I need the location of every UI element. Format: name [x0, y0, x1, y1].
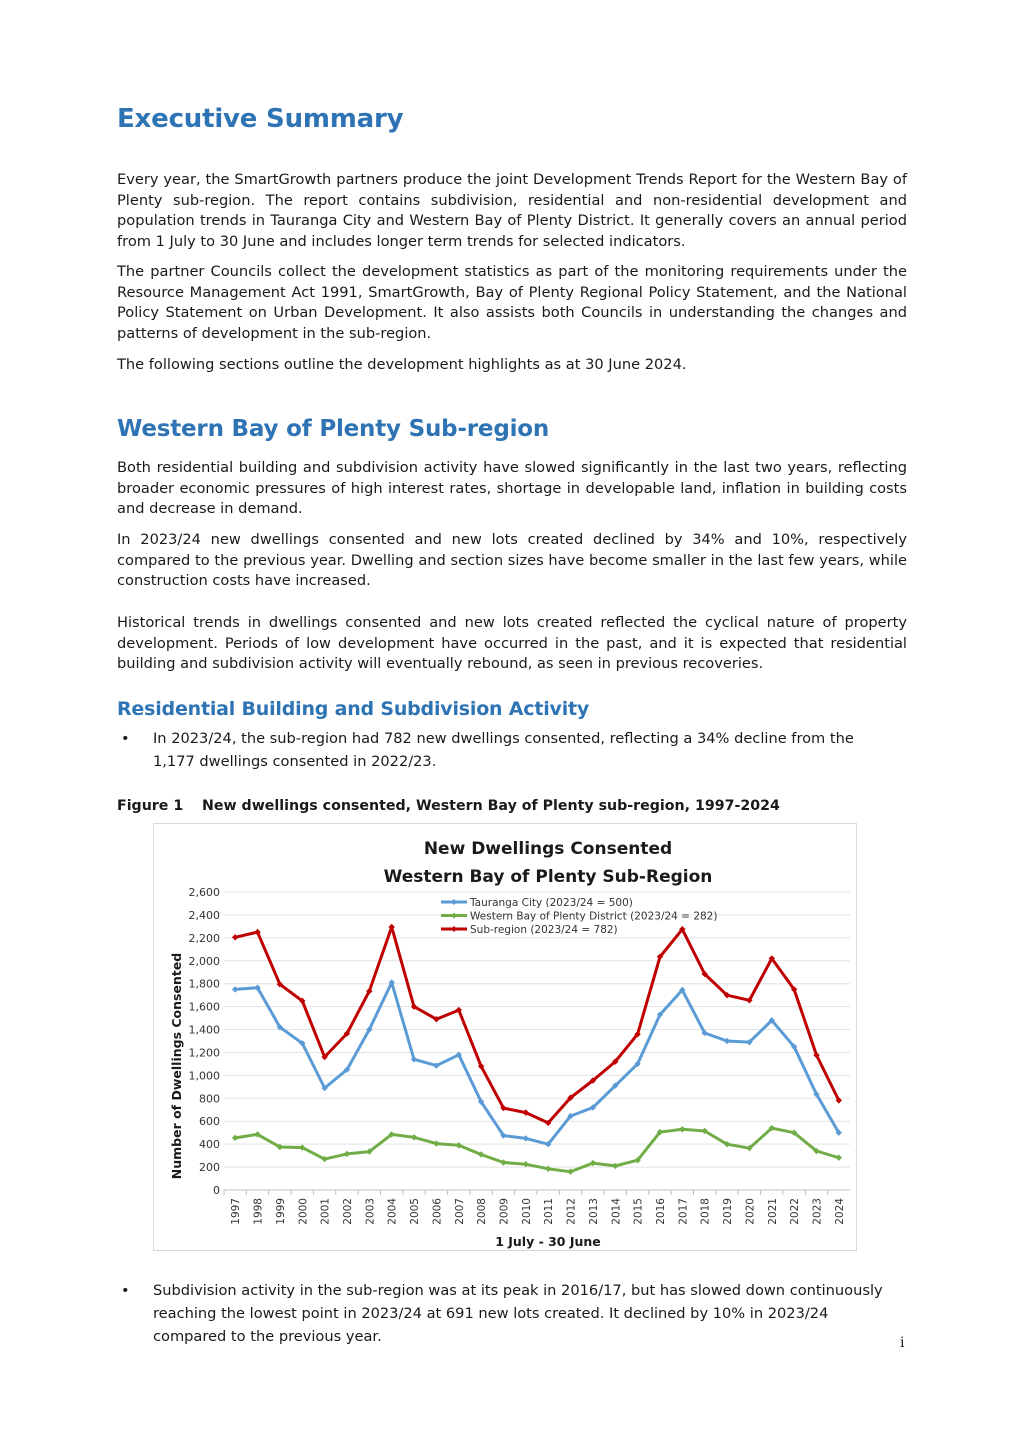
data-point [545, 1166, 551, 1172]
x-tick-label: 2006 [431, 1198, 444, 1225]
chart-title-line2: Western Bay of Plenty Sub-Region [383, 867, 713, 887]
x-tick-label: 2010 [520, 1198, 533, 1225]
y-tick-label: 1,400 [188, 1023, 220, 1037]
x-tick-label: 2003 [364, 1198, 377, 1225]
legend-label: Sub-region (2023/24 = 782) [470, 924, 618, 936]
y-tick-label: 1,800 [188, 977, 220, 991]
x-tick-label: 2002 [341, 1198, 354, 1225]
bullet-marker: • [121, 1282, 130, 1299]
y-tick-label: 1,600 [188, 1000, 220, 1014]
y-tick-label: 1,000 [188, 1069, 220, 1083]
bullet-subdivision [117, 1279, 887, 1348]
data-point [232, 934, 238, 940]
legend-marker [451, 913, 457, 919]
y-tick-label: 200 [199, 1161, 220, 1175]
paragraph-intro: Every year, the SmartGrowth partners produce the joint Development Trends Report for the Western Bay of Plenty sub-region. The report contains subdivision, residential and non-residential development and population trends in Tauranga City and Western Bay of Plenty District. It generally covers an annual period from 1 July to 30 June and includes longer term trends for selected indicators. [117, 171, 907, 250]
data-point [523, 1161, 529, 1167]
x-tick-label: 2000 [297, 1198, 310, 1225]
heading-executive-summary: Executive Summary [117, 104, 404, 134]
data-point [411, 1134, 417, 1140]
chart-legend [441, 897, 717, 936]
data-point [232, 1135, 238, 1141]
x-tick-label: 2020 [744, 1198, 757, 1225]
x-tick-label: 2001 [319, 1198, 332, 1225]
x-tick-label: 2014 [610, 1198, 623, 1225]
heading-residential-building: Residential Building and Subdivision Activity [117, 698, 590, 720]
y-tick-label: 0 [213, 1184, 220, 1197]
x-tick-label: 2024 [833, 1198, 846, 1225]
figure-caption [117, 798, 780, 814]
data-point [344, 1151, 350, 1157]
legend-label: Western Bay of Plenty District (2023/24 = 282) [470, 910, 718, 923]
bullet-marker: • [121, 730, 130, 747]
chart-x-ticks [224, 1190, 846, 1225]
paragraph-slowdown: Both residential building and subdivision activity have slowed significantly in the last two years, reflecting broader economic pressures of high interest rates, shortage in developable land, inflation in building costs and decrease in demand. [117, 459, 907, 518]
chart-x-axis-label: 1 July - 30 June [495, 1234, 601, 1249]
chart-series [232, 924, 842, 1175]
x-tick-label: 2004 [386, 1198, 399, 1225]
x-tick-label: 2011 [543, 1198, 556, 1225]
y-tick-label: 2,200 [188, 931, 220, 945]
legend-label: Tauranga City (2023/24 = 500) [470, 897, 633, 909]
chart-y-ticks [189, 886, 221, 1197]
x-tick-label: 2008 [476, 1198, 489, 1225]
x-tick-label: 2012 [565, 1198, 578, 1225]
page-number: i [900, 1335, 905, 1351]
heading-wbop-subregion: Western Bay of Plenty Sub-region [117, 416, 550, 442]
y-tick-label: 2,400 [188, 908, 220, 922]
x-tick-label: 1998 [252, 1198, 265, 1225]
x-tick-label: 1999 [274, 1198, 287, 1225]
data-point [411, 1056, 417, 1062]
data-point [232, 986, 238, 992]
x-tick-label: 2017 [677, 1198, 690, 1225]
bullet-text: Subdivision activity in the sub-region was at its peak in 2016/17, but has slowed down continuously reaching the lowest point in 2023/24 at 691 new lots created. It declined by 10% in 2023/24 compared to the previous year. [153, 1282, 883, 1345]
chart-y-axis-label: Number of Dwellings Consented [169, 952, 184, 1180]
x-tick-label: 2013 [587, 1198, 600, 1225]
line-chart [154, 824, 856, 1250]
series-line-3 [235, 927, 839, 1123]
y-tick-label: 600 [199, 1115, 220, 1129]
legend-marker [451, 899, 457, 905]
data-point [679, 1126, 685, 1132]
data-point [836, 1154, 842, 1160]
chart-container [153, 823, 857, 1251]
x-tick-label: 2005 [409, 1198, 422, 1225]
y-tick-label: 800 [199, 1092, 220, 1106]
y-tick-label: 400 [199, 1138, 220, 1152]
x-tick-label: 2015 [632, 1198, 645, 1225]
x-tick-label: 2009 [498, 1198, 511, 1225]
bullet-dwellings [117, 727, 887, 773]
bullet-text: In 2023/24, the sub-region had 782 new dwellings consented, reflecting a 34% decline from the 1,177 dwellings consented in 2022/23. [153, 730, 854, 770]
data-point [612, 1163, 618, 1169]
x-tick-label: 2007 [453, 1198, 466, 1225]
x-tick-label: 2021 [766, 1198, 779, 1225]
figure-number: Figure 1 [117, 798, 184, 814]
y-tick-label: 2,600 [188, 886, 220, 899]
paragraph-historical: Historical trends in dwellings consented and new lots created reflected the cyclical nature of property development. Periods of low development have occurred in the past, and it is expected that residential building and subdivision activity will eventually rebound, as seen in previous recoveries. [117, 614, 907, 673]
x-tick-label: 2022 [789, 1198, 802, 1225]
x-tick-label: 2019 [722, 1198, 735, 1225]
y-tick-label: 1,200 [188, 1046, 220, 1060]
x-tick-label: 2016 [654, 1198, 667, 1225]
x-tick-label: 2023 [811, 1198, 824, 1225]
data-point [523, 1135, 529, 1141]
chart-title-line1: New Dwellings Consented [423, 839, 673, 859]
paragraph-highlights: The following sections outline the development highlights as at 30 June 2024. [117, 356, 687, 373]
paragraph-statistics: The partner Councils collect the development statistics as part of the monitoring requirements under the Resource Management Act 1991, SmartGrowth, Bay of Plenty Regional Policy Statement, and the National Policy Statement on Urban Development. It also assists both Councils in understanding the changes and patterns of development in the sub-region. [117, 263, 907, 342]
x-tick-label: 1997 [230, 1198, 243, 1225]
legend-marker [451, 926, 457, 932]
y-tick-label: 2,000 [188, 954, 220, 968]
paragraph-decline: In 2023/24 new dwellings consented and new lots created declined by 34% and 10%, respectively compared to the previous year. Dwelling and section sizes have become smaller in the last few years, while construction costs have increased. [117, 531, 907, 590]
figure-caption-text: New dwellings consented, Western Bay of Plenty sub-region, 1997-2024 [202, 798, 780, 814]
data-point [433, 1140, 439, 1146]
x-tick-label: 2018 [699, 1198, 712, 1225]
